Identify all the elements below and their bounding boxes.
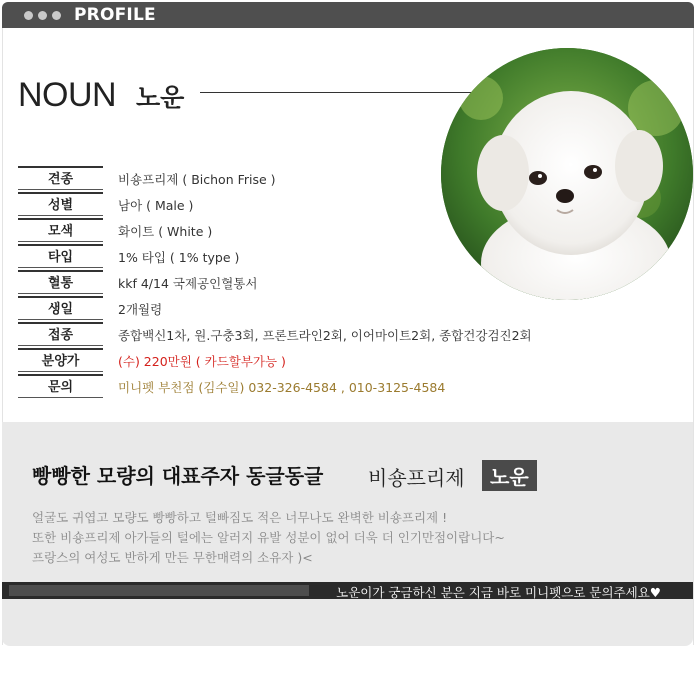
info-row	[18, 296, 538, 322]
dot-icon	[24, 11, 33, 20]
info-label: 모색	[18, 218, 103, 242]
description-line: 또한 비숑프리제 아가들의 털에는 알러지 유발 성분이 없어 더욱 더 인기만점이랍니다~	[32, 530, 505, 545]
info-row	[18, 166, 538, 192]
profile-header-title: PROFILE	[74, 5, 156, 25]
description-text	[32, 508, 505, 568]
info-row	[18, 192, 538, 218]
info-value: 1% 타입 ( 1% type )	[118, 250, 240, 265]
info-row	[18, 244, 538, 270]
description-line: 프랑스의 여성도 반하게 만든 무한매력의 소유자 )<	[32, 550, 313, 565]
info-value: kkf 4/14 국제공인혈통서	[118, 276, 258, 291]
info-label: 혈통	[18, 270, 103, 294]
info-value: 남아 ( Male )	[118, 198, 194, 213]
dot-icon	[52, 11, 61, 20]
info-value: 화이트 ( White )	[118, 224, 213, 239]
info-label: 분양가	[18, 348, 103, 372]
profile-header-bar	[2, 2, 694, 28]
info-value: 비숑프리제 ( Bichon Frise )	[118, 172, 276, 187]
info-label: 접종	[18, 322, 103, 346]
dot-icon	[38, 11, 47, 20]
info-row	[18, 374, 538, 400]
pet-name-korean: 노운	[136, 83, 185, 112]
contact-cta-bar[interactable]	[2, 582, 693, 599]
info-value: (수) 220만원 ( 카드할부가능 )	[118, 354, 286, 369]
info-value: 미니펫 부천점 (김수일) 032-326-4584 , 010-3125-4584	[118, 380, 446, 395]
window-dots	[24, 11, 61, 20]
pet-name-english: NOUN	[18, 76, 117, 114]
description-breed: 비숑프리제	[368, 466, 465, 490]
info-row	[18, 322, 538, 348]
info-value: 종합백신1차, 원.구충3회, 프론트라인2회, 이어마이트2회, 종합건강검진2회	[118, 328, 532, 343]
description-line: 얼굴도 귀엽고 모량도 빵빵하고 털빠짐도 적은 너무나도 완벽한 비숑프리제 !	[32, 510, 448, 525]
info-label: 생일	[18, 296, 103, 320]
info-label: 견종	[18, 166, 103, 190]
description-panel	[2, 422, 693, 646]
info-row	[18, 218, 538, 244]
description-name-tag: 노운	[482, 460, 537, 491]
info-label: 문의	[18, 374, 103, 398]
info-label: 타입	[18, 244, 103, 268]
description-headline: 빵빵한 모량의 대표주자 동글동글	[32, 464, 324, 488]
cta-bar-accent	[9, 585, 309, 596]
name-divider-line	[200, 92, 490, 93]
info-label: 성별	[18, 192, 103, 216]
info-row	[18, 270, 538, 296]
info-value: 2개월령	[118, 302, 163, 317]
contact-cta-text: 노운이가 궁금하신 분은 지금 바로 미니펫으로 문의주세요♥	[336, 585, 661, 600]
info-row	[18, 348, 538, 374]
